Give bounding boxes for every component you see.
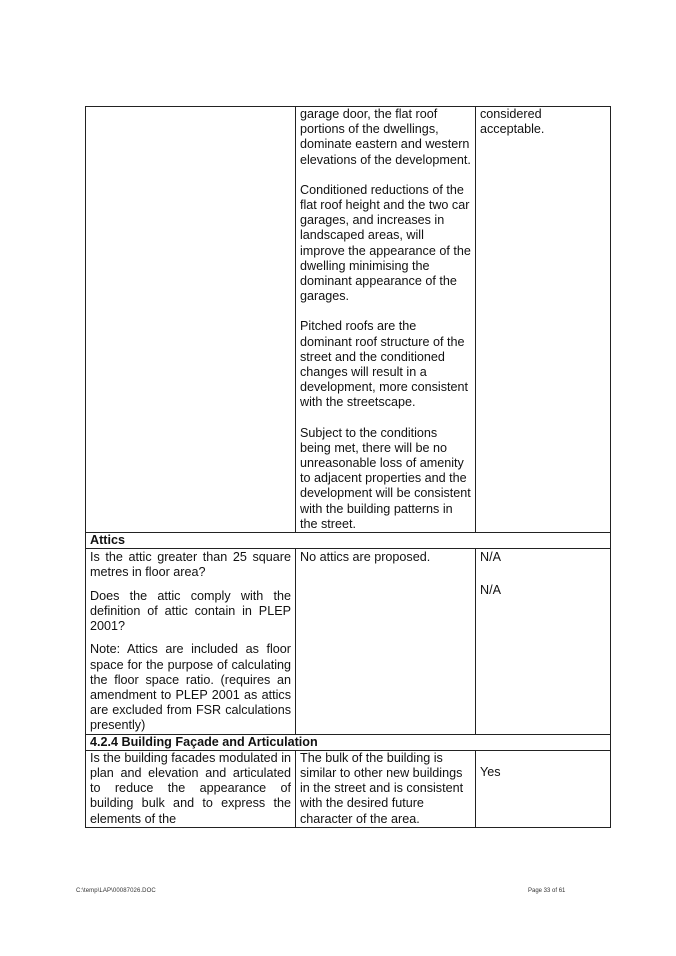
section-heading-attics: Attics bbox=[86, 533, 611, 549]
assessment-paragraph: Subject to the conditions being met, there will be no unreasonable loss of amenity to adjacent properties and the development will be consistent with the building patterns in the street. bbox=[300, 425, 471, 531]
footer-page-number: Page 33 of 61 bbox=[528, 888, 566, 894]
assessment-text: No attics are proposed. bbox=[300, 550, 431, 565]
assessment-paragraph: Pitched roofs are the dominant roof structure of the street and the conditioned changes will result in a development, more consistent with the streetscape. bbox=[300, 319, 469, 410]
control-cell bbox=[86, 750, 296, 827]
compliance-text: N/A bbox=[480, 550, 501, 565]
compliance-text: Yes bbox=[480, 764, 501, 779]
assessment-text: The bulk of the building is similar to other new buildings in the street and is consistent with the desired future character of the area. bbox=[300, 750, 464, 826]
section-heading-row bbox=[86, 533, 611, 549]
assessment-paragraph: garage door, the flat roof portions of the dwellings, dominate eastern and western elevations of the development. bbox=[300, 107, 471, 167]
control-question: Is the building facades modulated in plan and elevation and articulated to reduce the appearance of building bulk and to express the elements of the bbox=[90, 750, 291, 826]
compliance-text: N/A bbox=[480, 583, 501, 598]
control-note: Note: Attics are included as floor space for the purpose of calculating the floor space ratio. (requires an amendment to PLEP 2001 as attics are excluded from FSR calculations presently) bbox=[90, 642, 291, 733]
control-cell bbox=[86, 549, 296, 734]
compliance-cell bbox=[476, 549, 611, 734]
compliance-cell bbox=[476, 750, 611, 827]
section-heading-facade: 4.2.4 Building Façade and Articulation bbox=[86, 734, 611, 750]
footer-file-path: C:\temp\LAP\00087026.DOC bbox=[76, 888, 156, 894]
assessment-cell bbox=[296, 750, 476, 827]
control-question: Is the attic greater than 25 square metres in floor area? bbox=[90, 550, 291, 580]
assessment-cell bbox=[296, 549, 476, 734]
table-row-attics bbox=[86, 549, 611, 734]
compliance-text: considered acceptable. bbox=[480, 107, 545, 137]
compliance-cell bbox=[476, 107, 611, 533]
table-row-continued bbox=[86, 107, 611, 533]
assessment-cell bbox=[296, 107, 476, 533]
assessment-table bbox=[85, 106, 611, 828]
control-question: Does the attic comply with the definition of attic contain in PLEP 2001? bbox=[90, 588, 291, 634]
table-row-facade bbox=[86, 750, 611, 827]
section-heading-row bbox=[86, 734, 611, 750]
control-cell-empty bbox=[86, 107, 296, 533]
assessment-paragraph: Conditioned reductions of the flat roof height and the two car garages, and increases in landscaped areas, will improve the appearance of the dwelling minimising the dominant appearance of the garages. bbox=[300, 182, 471, 304]
